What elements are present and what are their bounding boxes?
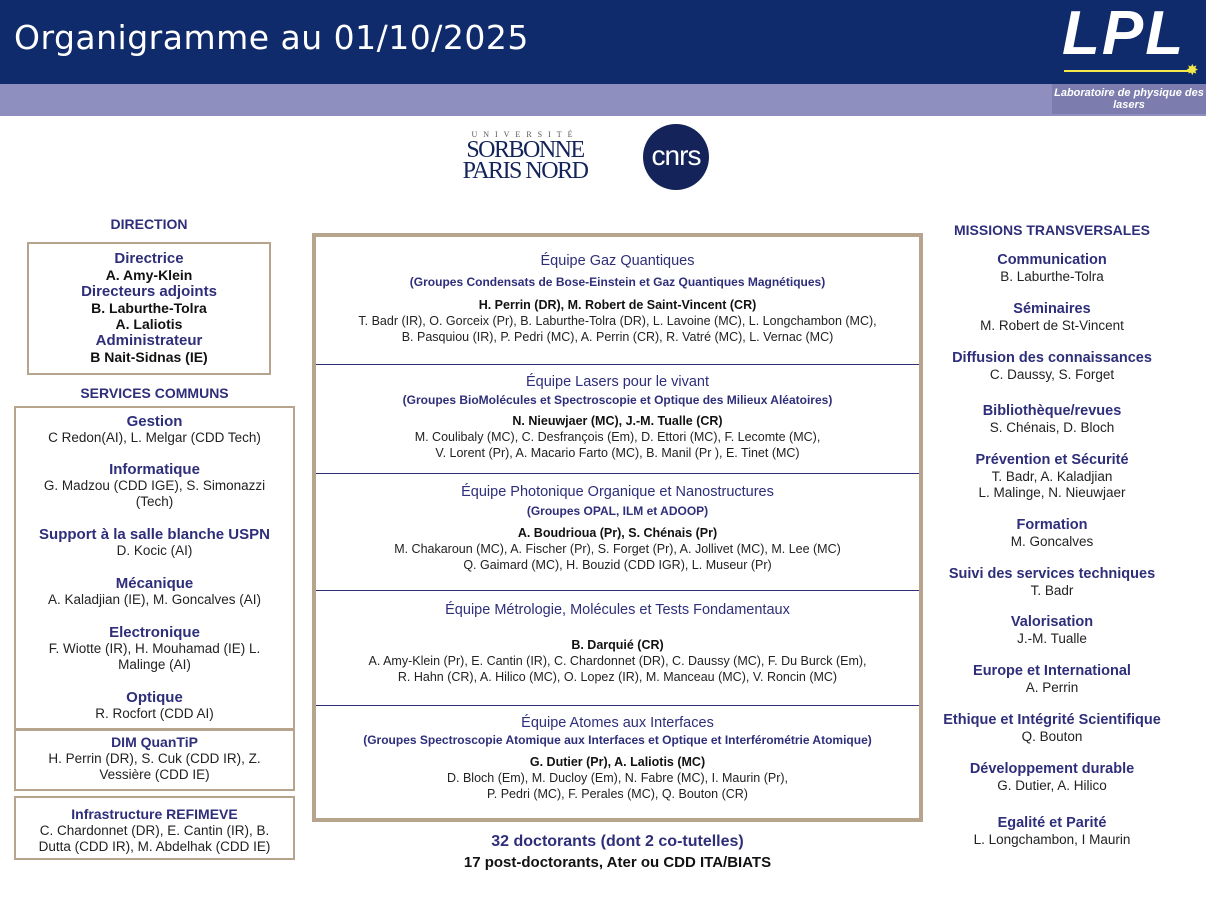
refimeve-title: Infrastructure REFIMEVE: [71, 806, 238, 822]
mission-title: Formation: [1016, 517, 1088, 533]
service-names: A. Kaladjian (IE), M. Goncalves (AI): [47, 592, 262, 607]
header-subband: [0, 84, 1206, 116]
team-leads: N. Nieuwjaer (MC), J.-M. Tualle (CR): [512, 414, 723, 428]
service-title: Informatique: [109, 461, 200, 478]
mission-title: Séminaires: [1013, 301, 1091, 317]
mission-names: T. Badr, A. Kaladjian: [991, 469, 1113, 484]
service-informatique: [24, 461, 285, 510]
mission-names: A. Perrin: [1025, 680, 1079, 695]
mission-names: L. Longchambon, I Maurin: [973, 832, 1131, 847]
mission-title: Bibliothèque/revues: [982, 403, 1122, 419]
team-leads: G. Dutier (Pr), A. Laliotis (MC): [529, 755, 706, 769]
service-title: Optique: [126, 689, 183, 706]
team-subtitle: (Groupes BioMolécules et Spectroscopie et Optique des Milieux Aléatoires): [402, 393, 833, 407]
mission-names: M. Robert de St-Vincent: [980, 318, 1124, 333]
mission-europe: [930, 663, 1174, 696]
mission-names: L. Malinge, N. Nieuwjaer: [978, 485, 1126, 500]
service-names: D. Kocic (AI): [116, 543, 193, 558]
team-title: Équipe Métrologie, Molécules et Tests Fondamentaux: [445, 602, 790, 618]
team-members: A. Amy-Klein (Pr), E. Cantin (IR), C. Chardonnet (DR), C. Daussy (MC), F. Du Burck (Em),: [368, 654, 867, 668]
team-members: D. Bloch (Em), M. Ducloy (Em), N. Fabre (MC), I. Maurin (Pr),: [446, 771, 788, 785]
dim-title: DIM QuanTiP: [111, 734, 198, 750]
team-members: B. Pasquiou (IR), P. Pedri (MC), A. Perrin (CR), R. Vatré (MC), L. Vernac (MC): [401, 330, 834, 344]
dim-names: H. Perrin (DR), S. Cuk (CDD IR), Z. Vessière (CDD IE): [48, 751, 261, 782]
team-leads: B. Darquié (CR): [571, 638, 664, 652]
mission-seminaires: [930, 301, 1174, 334]
mission-prevention: [930, 452, 1174, 501]
mission-diffusion: [930, 350, 1174, 383]
service-electronique: [36, 624, 273, 673]
laser-star-icon: ✸: [1186, 62, 1199, 79]
logo-laser-line: [1064, 70, 1190, 72]
team-title: Équipe Gaz Quantiques: [540, 253, 695, 269]
missions-heading: MISSIONS TRANSVERSALES: [953, 222, 1151, 238]
mission-names: C. Daussy, S. Forget: [989, 367, 1115, 382]
direction-heading: DIRECTION: [110, 216, 188, 232]
mission-developpement: [930, 761, 1174, 794]
dim-quantip-box: [14, 729, 295, 791]
doctorants-count: 32 doctorants (dont 2 co-tutelles): [491, 833, 744, 850]
usp-logo-line1: SORBONNE: [466, 137, 584, 163]
team-lasers-vivant: [316, 365, 919, 474]
mission-egalite: [930, 815, 1174, 848]
mission-valorisation: [930, 614, 1174, 647]
service-names: F. Wiotte (IR), H. Mouhamad (IE) L. Malinge (AI): [48, 641, 261, 672]
team-members: M. Coulibaly (MC), C. Desfrançois (Em), D. Ettori (MC), F. Lecomte (MC),: [414, 430, 821, 444]
refimeve-names: C. Chardonnet (DR), E. Cantin (IR), B. Dutta (CDD IR), M. Abdelhak (CDD IE): [38, 823, 271, 854]
services-heading: SERVICES COMMUNS: [80, 385, 229, 401]
mission-ethique: [930, 712, 1174, 745]
service-title: Gestion: [126, 413, 183, 430]
page-title: Organigramme au 01/10/2025: [14, 18, 529, 57]
team-members: T. Badr (IR), O. Gorceix (Pr), B. Laburthe-Tolra (DR), L. Lavoine (MC), L. Longchambon (MC),: [358, 314, 877, 328]
mission-title: Europe et International: [973, 663, 1131, 679]
mission-title: Egalité et Parité: [997, 815, 1107, 831]
team-title: Équipe Lasers pour le vivant: [526, 374, 709, 390]
team-leads: H. Perrin (DR), M. Robert de Saint-Vincent (CR): [478, 298, 757, 312]
lpl-logo-text: LPL: [1062, 0, 1186, 68]
mission-names: S. Chénais, D. Bloch: [989, 420, 1115, 435]
service-names: C Redon(AI), L. Melgar (CDD Tech): [48, 430, 261, 445]
service-title: Support à la salle blanche USPN: [39, 526, 270, 543]
team-members: Q. Gaimard (MC), H. Bouzid (CDD IGR), L. Museur (Pr): [463, 558, 772, 572]
team-title: Équipe Photonique Organique et Nanostructures: [461, 484, 774, 500]
teams-box: [312, 233, 923, 822]
service-mecanique: [16, 575, 293, 608]
mission-suivi-services: [930, 566, 1174, 599]
team-members: R. Hahn (CR), A. Hilico (MC), O. Lopez (IR), M. Manceau (MC), V. Roncin (MC): [397, 670, 838, 684]
service-salle-blanche: [16, 526, 293, 559]
service-names: G. Madzou (CDD IGE), S. Simonazzi (Tech): [43, 478, 266, 509]
admin-label: Administrateur: [95, 332, 203, 349]
adjoint-name-2: A. Laliotis: [115, 316, 183, 332]
service-names: R. Rocfort (CDD AI): [95, 706, 214, 721]
directrice-name: A. Amy-Klein: [105, 267, 193, 283]
team-atomes-interfaces: [316, 706, 919, 818]
mission-names: J.-M. Tualle: [1017, 631, 1087, 646]
directrice-label: Directrice: [114, 250, 184, 267]
team-members: V. Lorent (Pr), A. Macario Farto (MC), B. Manil (Pr ), E. Tinet (MC): [435, 446, 800, 460]
mission-title: Suivi des services techniques: [948, 566, 1156, 582]
mission-names: M. Goncalves: [1010, 534, 1094, 549]
adjoints-label: Directeurs adjoints: [81, 283, 217, 300]
team-photonique: [316, 474, 919, 591]
mission-names: Q. Bouton: [1021, 729, 1083, 744]
mission-title: Prévention et Sécurité: [975, 452, 1129, 468]
lpl-logo: [1062, 2, 1202, 80]
direction-box: [27, 242, 271, 375]
mission-names: G. Dutier, A. Hilico: [997, 778, 1107, 793]
postdocs-count: 17 post-doctorants, Ater ou CDD ITA/BIATS: [463, 854, 772, 871]
team-subtitle: (Groupes OPAL, ILM et ADOOP): [526, 504, 709, 518]
lpl-logo-subtitle: Laboratoire de physique des lasers: [1052, 84, 1206, 114]
team-subtitle: (Groupes Spectroscopie Atomique aux Interfaces et Optique et Interférométrie Atomique): [363, 733, 872, 747]
header-bar: [0, 0, 1206, 84]
usp-logo-small: UNIVERSITÉ: [471, 130, 579, 139]
team-members: P. Pedri (MC), F. Perales (MC), Q. Bouton (CR): [487, 787, 748, 801]
mission-title: Communication: [997, 252, 1107, 268]
admin-name: B Nait-Sidnas (IE): [90, 349, 208, 365]
mission-title: Diffusion des connaissances: [952, 350, 1152, 366]
team-members: M. Chakaroun (MC), A. Fischer (Pr), S. Forget (Pr), A. Jollivet (MC), M. Lee (MC): [394, 542, 841, 556]
mission-title: Valorisation: [1010, 614, 1094, 630]
mission-title: Développement durable: [969, 761, 1135, 777]
team-metrologie: [316, 591, 919, 706]
services-box: [14, 406, 295, 730]
mission-names: B. Laburthe-Tolra: [1000, 269, 1104, 284]
team-subtitle: (Groupes Condensats de Bose-Einstein et Gaz Quantiques Magnétiques): [409, 275, 826, 289]
adjoint-name-1: B. Laburthe-Tolra: [91, 300, 207, 316]
mission-communication: [930, 252, 1174, 285]
refimeve-box: [14, 796, 295, 860]
sorbonne-paris-nord-logo: [450, 130, 600, 186]
service-title: Mécanique: [115, 575, 194, 592]
mission-bibliotheque: [930, 403, 1174, 436]
mission-names: T. Badr: [1030, 583, 1074, 598]
team-title: Équipe Atomes aux Interfaces: [521, 715, 714, 731]
mission-formation: [930, 517, 1174, 550]
service-title: Electronique: [109, 624, 200, 641]
team-gaz-quantiques: [316, 237, 919, 365]
team-leads: A. Boudrioua (Pr), S. Chénais (Pr): [517, 526, 718, 540]
service-optique: [16, 689, 293, 722]
cnrs-logo: cnrs: [643, 124, 709, 190]
mission-title: Ethique et Intégrité Scientifique: [943, 712, 1161, 728]
usp-logo-line2: PARIS NORD: [462, 158, 588, 184]
service-gestion: [16, 413, 293, 446]
